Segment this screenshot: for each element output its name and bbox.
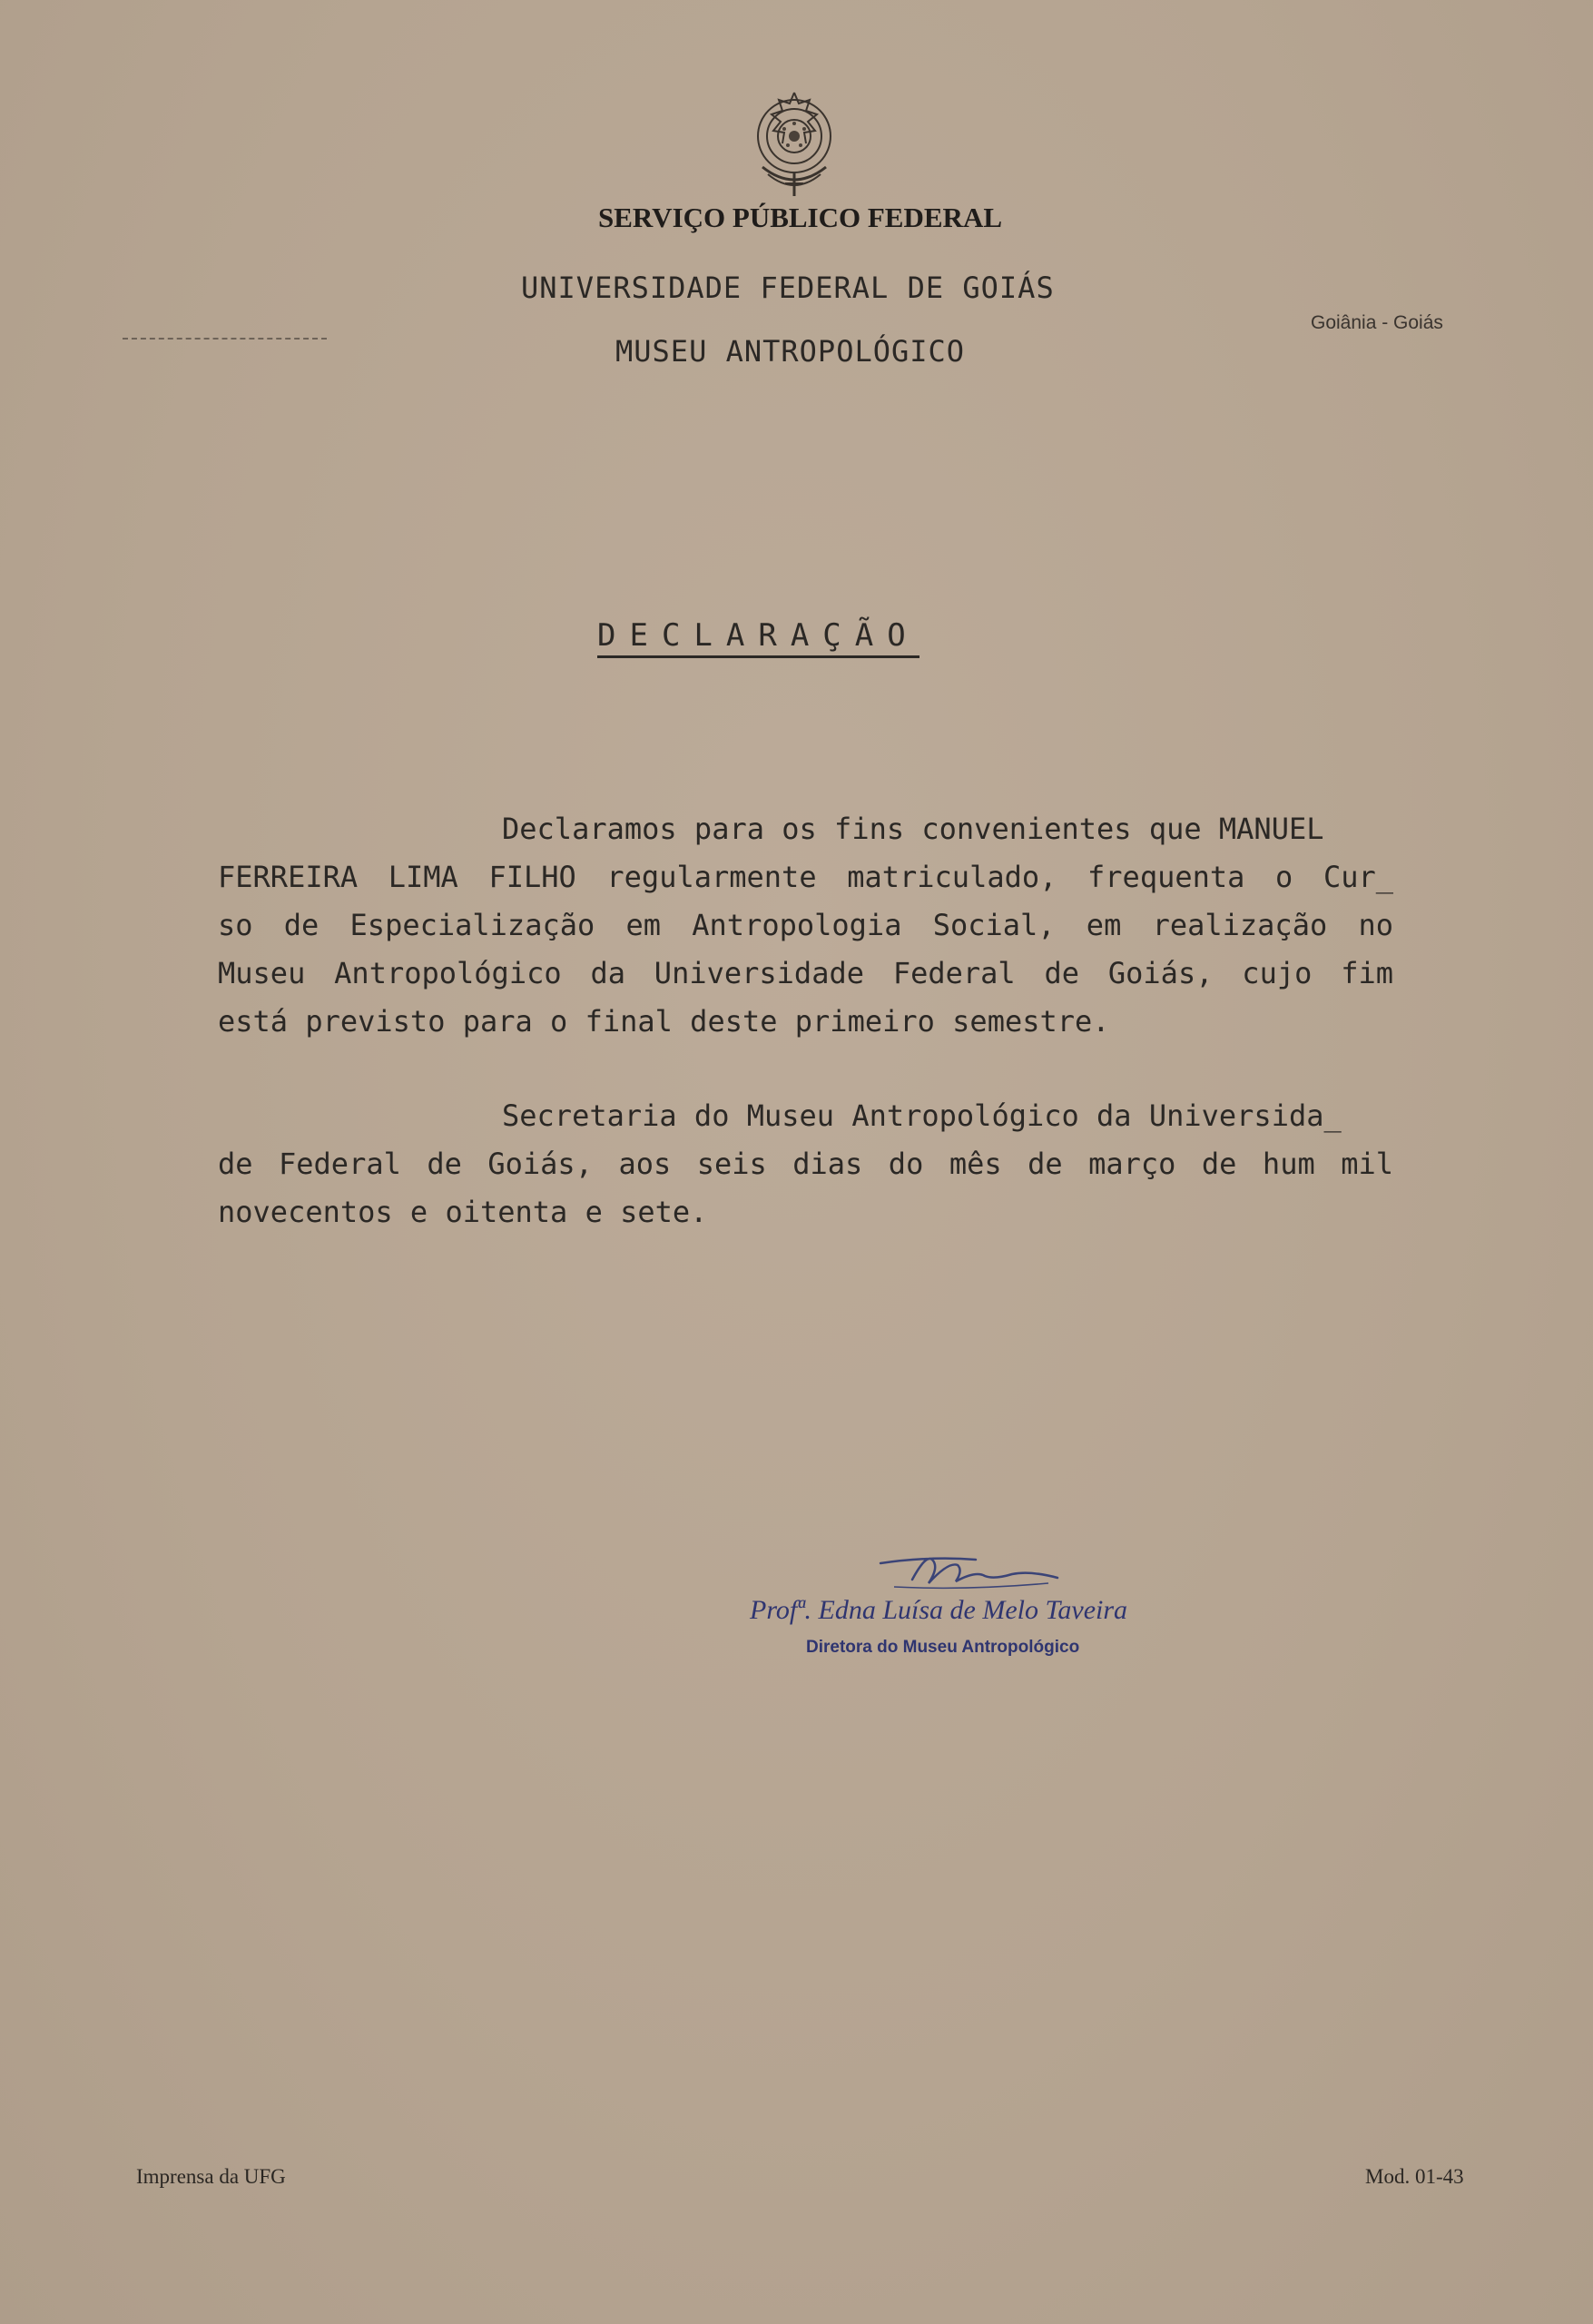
declaration-paragraph <box>218 805 1393 1046</box>
handwritten-signature-icon <box>876 1543 1067 1598</box>
location-label: Goiânia - Goiás <box>1311 312 1443 333</box>
printer-label: Imprensa da UFG <box>136 2165 286 2188</box>
text-line: de Federal de Goiás, aos seis dias do mês de março de hum mil <box>218 1147 1393 1181</box>
dotted-rule <box>123 338 327 340</box>
text-line: Declaramos para os fins convenientes que MANUEL <box>502 812 1324 846</box>
university-name: UNIVERSIDADE FEDERAL DE GOIÁS <box>521 271 1055 305</box>
form-model-label: Mod. 01-43 <box>1365 2165 1464 2188</box>
coat-of-arms-seal-icon <box>735 84 853 202</box>
text-line: Museu Antropológico da Universidade Federal de Goiás, cujo fim <box>218 956 1393 990</box>
department-name: MUSEU ANTROPOLÓGICO <box>615 334 966 369</box>
service-heading: SERVIÇO PÚBLICO FEDERAL <box>597 202 1003 233</box>
document-title: DECLARAÇÃO <box>597 617 919 658</box>
text-line: novecentos e oitenta e sete. <box>218 1195 708 1229</box>
signatory-role: Diretora do Museu Antropológico <box>806 1638 1080 1657</box>
text-line: está previsto para o final deste primeiro semestre. <box>218 1004 1110 1039</box>
text-line: so de Especialização em Antropologia Social, em realização no <box>218 908 1393 942</box>
signatory-name: Profª. Edna Luísa de Melo Taveira <box>750 1595 1128 1625</box>
closing-paragraph <box>218 1092 1393 1236</box>
text-line: FERREIRA LIMA FILHO regularmente matriculado, frequenta o Cur_ <box>218 860 1393 894</box>
text-line: Secretaria do Museu Antropológico da Universida_ <box>502 1098 1342 1133</box>
